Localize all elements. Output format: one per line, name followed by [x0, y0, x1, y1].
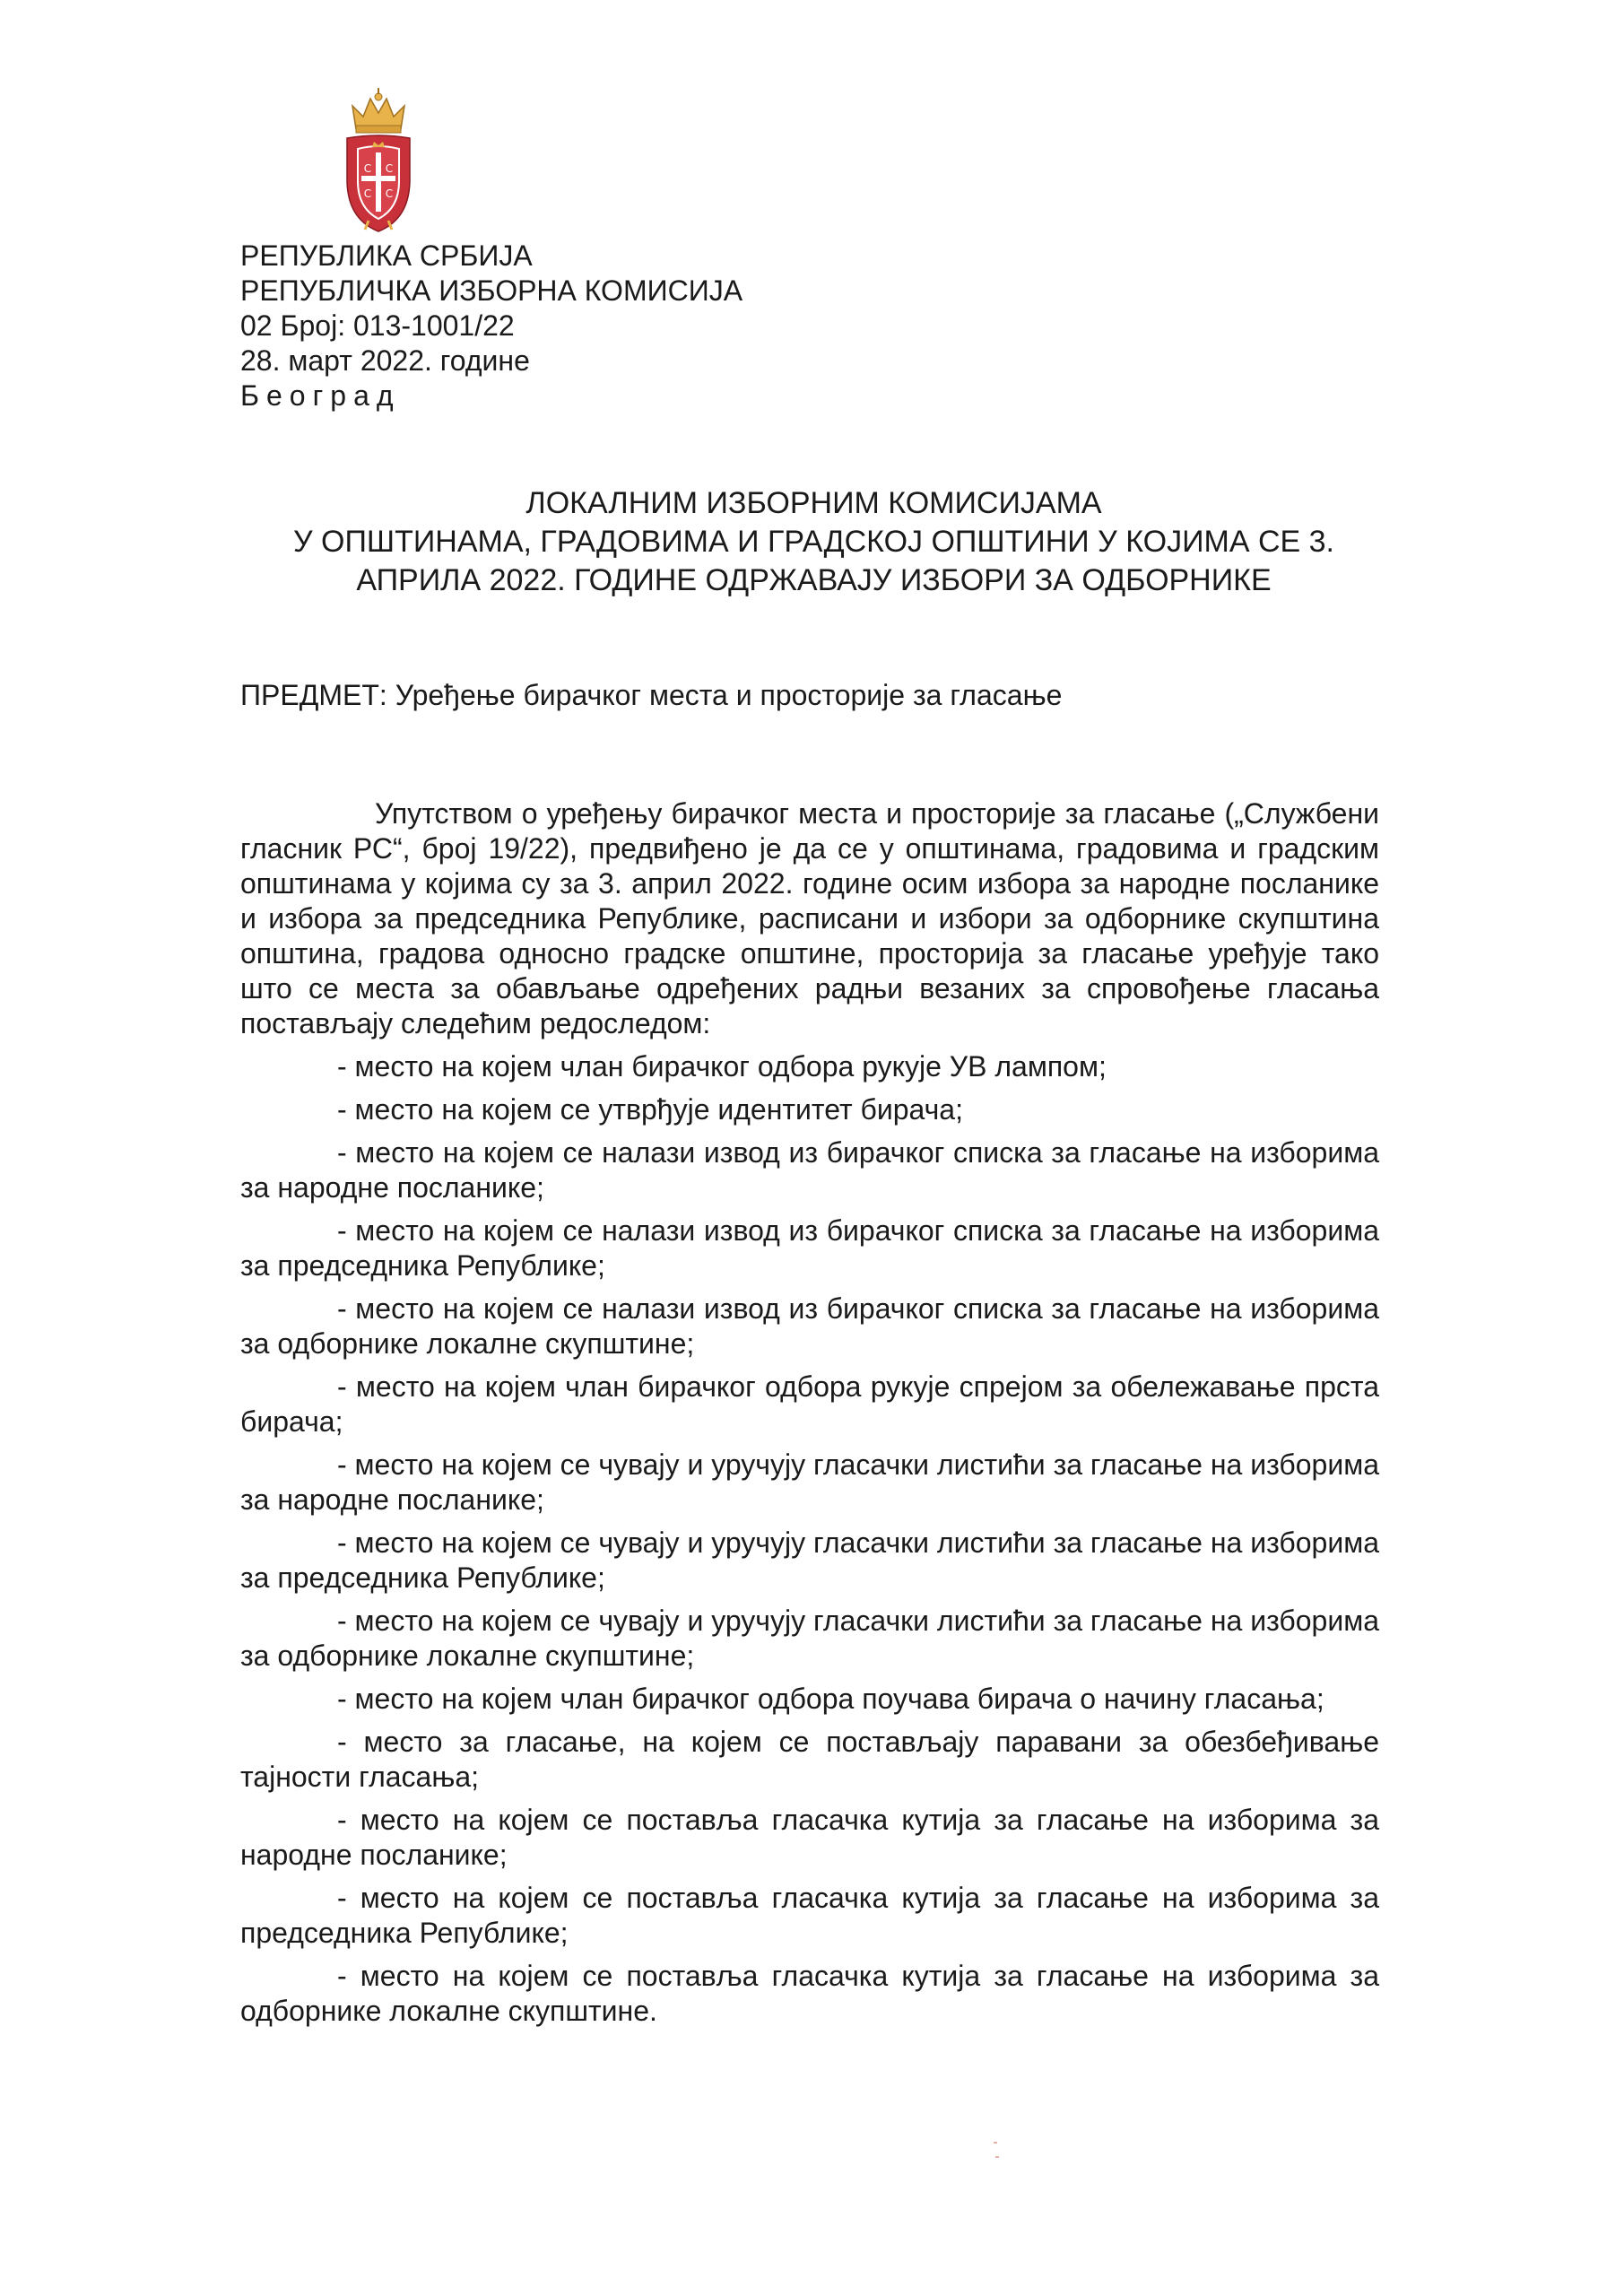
document-number: 02 Број: 013-1001/22 [240, 309, 515, 342]
scan-speck [994, 2142, 997, 2144]
document-date: 28. март 2022. године [240, 344, 530, 377]
list-item: - место на којем се чувају и уручују гласачки листићи за гласање на изборима за народне посланике; [240, 1448, 1379, 1516]
addressee-line: ЛОКАЛНИМ ИЗБОРНИМ КОМИСИЈАМА [525, 486, 1102, 520]
list-item: - место за гласање, на којем се постављају паравани за обезбеђивање тајности гласања; [240, 1726, 1379, 1793]
sender-header [240, 239, 743, 413]
polling-station-list [240, 1049, 1379, 2029]
list-item: - место на којем се поставља гласачка кутија за гласање на изборима за председника Републике; [240, 1882, 1379, 1949]
list-item: - место на којем се налази извод из бирачког списка за гласање на изборима за одборнике локалне скупштине; [240, 1292, 1379, 1360]
list-item: - место на којем члан бирачког одбора поучава бирача о начину гласања; [337, 1683, 1324, 1715]
list-item: - место на којем се чувају и уручују гласачки листићи за гласање на изборима за председника Републике; [240, 1526, 1379, 1594]
list-item: - место на којем члан бирачког одбора рукује УВ лампом; [337, 1050, 1107, 1083]
svg-text:С: С [363, 162, 372, 175]
subject-line: ПРЕДМЕТ: Уређење бирачког места и просторије за гласање [240, 679, 1063, 711]
scan-speck [995, 2156, 999, 2158]
list-item: - место на којем се налази извод из бирачког списка за гласање на изборима за председника Републике; [240, 1214, 1379, 1282]
list-item: - место на којем се утврђује идентитет бирача; [337, 1093, 963, 1126]
addressee-line: АПРИЛА 2022. ГОДИНЕ ОДРЖАВАЈУ ИЗБОРИ ЗА ОДБОРНИКЕ [356, 563, 1272, 597]
coat-of-arms-icon [343, 86, 413, 235]
list-item: - место на којем члан бирачког одбора рукује спрејом за обележавање прста бирача; [240, 1370, 1379, 1438]
document-city: Београд [240, 379, 401, 412]
svg-text:С: С [385, 162, 394, 175]
svg-text:С: С [363, 187, 372, 200]
list-item: - место на којем се чувају и уручују гласачки листићи за гласање на изборима за одборнике локалне скупштине; [240, 1605, 1379, 1672]
header-country: РЕПУБЛИКА СРБИЈА [240, 239, 533, 272]
list-item: - место на којем се поставља гласачка кутија за гласање на изборима за одборнике локалне скупштине. [240, 1960, 1379, 2027]
list-item: - место на којем се поставља гласачка кутија за гласање на изборима за народне посланике; [240, 1804, 1379, 1871]
list-item: - место на којем се налази извод из бирачког списка за гласање на изборима за народне посланике; [240, 1136, 1379, 1204]
addressee-line: У ОПШТИНАМА, ГРАДОВИМА И ГРАДСКОЈ ОПШТИНИ У КОЈИМА СЕ 3. [293, 525, 1334, 559]
header-institution: РЕПУБЛИЧКА ИЗБОРНА КОМИСИЈА [240, 274, 743, 307]
svg-text:С: С [385, 187, 394, 200]
addressee-block [197, 484, 1430, 600]
intro-paragraph: Упутством о уређењу бирачког места и просторије за гласање („Службени гласник РС“, број 19/22), предвиђено је да се у општинама, градовима и градским општинама у којима су за 3. април 2022. године осим избора за народне посланике и избора за председника Републике, расписани и избори за одборнике скупштина општина, градова односно градске општине, просторија за гласање уређује тако што се места за обављање одређених радњи везаних за спровођење гласања постављају следећим редоследом: [240, 797, 1379, 1039]
document-body [240, 796, 1379, 2029]
